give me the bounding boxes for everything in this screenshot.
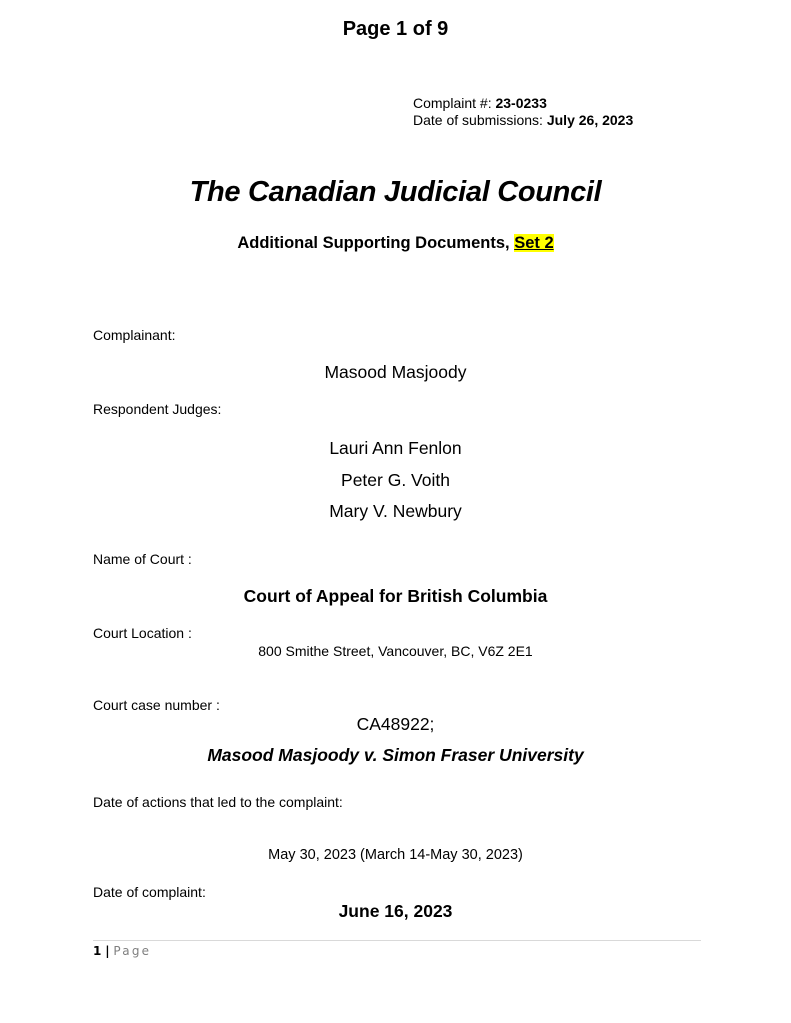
page-indicator: Page 1 of 9	[342, 18, 449, 40]
respondent-judges-label: Respondent Judges:	[93, 401, 222, 417]
judge-name: Lauri Ann Fenlon	[329, 438, 462, 458]
submission-date-line	[413, 112, 633, 129]
complainant-name: Masood Masjoody	[324, 362, 467, 382]
complaint-meta	[413, 95, 633, 129]
page-footer	[93, 944, 151, 958]
complainant-label: Complainant:	[93, 327, 176, 343]
footer-page-number: 1	[93, 944, 102, 958]
court-location-label: Court Location :	[93, 625, 192, 641]
judge-name: Peter G. Voith	[341, 470, 450, 490]
subtitle-text: Additional Supporting Documents,	[237, 234, 515, 252]
complaint-number: 23-0233	[495, 95, 547, 111]
court-address: 800 Smithe Street, Vancouver, BC, V6Z 2E1	[258, 643, 533, 659]
submission-date-label: Date of submissions:	[413, 112, 547, 128]
footer-divider	[93, 940, 701, 941]
complaint-number-line	[413, 95, 633, 112]
council-title: The Canadian Judicial Council	[189, 176, 602, 208]
complaint-number-label: Complaint #:	[413, 95, 496, 111]
subtitle-set-highlight: Set 2	[514, 234, 554, 252]
footer-page-word: Page	[113, 944, 152, 958]
submission-date: July 26, 2023	[546, 112, 634, 128]
case-number-label: Court case number :	[93, 697, 220, 713]
court-name-label: Name of Court :	[93, 551, 192, 567]
document-subtitle	[0, 234, 791, 253]
action-dates: May 30, 2023 (March 14-May 30, 2023)	[268, 847, 523, 863]
case-title: Masood Masjoody v. Simon Fraser University	[207, 745, 584, 765]
case-number: CA48922;	[356, 714, 435, 734]
complaint-date-label: Date of complaint:	[93, 884, 206, 900]
footer-separator: |	[105, 944, 110, 958]
court-name: Court of Appeal for British Columbia	[243, 586, 548, 606]
judge-name: Mary V. Newbury	[329, 501, 462, 521]
action-dates-label: Date of actions that led to the complaint:	[93, 794, 343, 810]
complaint-date: June 16, 2023	[338, 901, 453, 921]
